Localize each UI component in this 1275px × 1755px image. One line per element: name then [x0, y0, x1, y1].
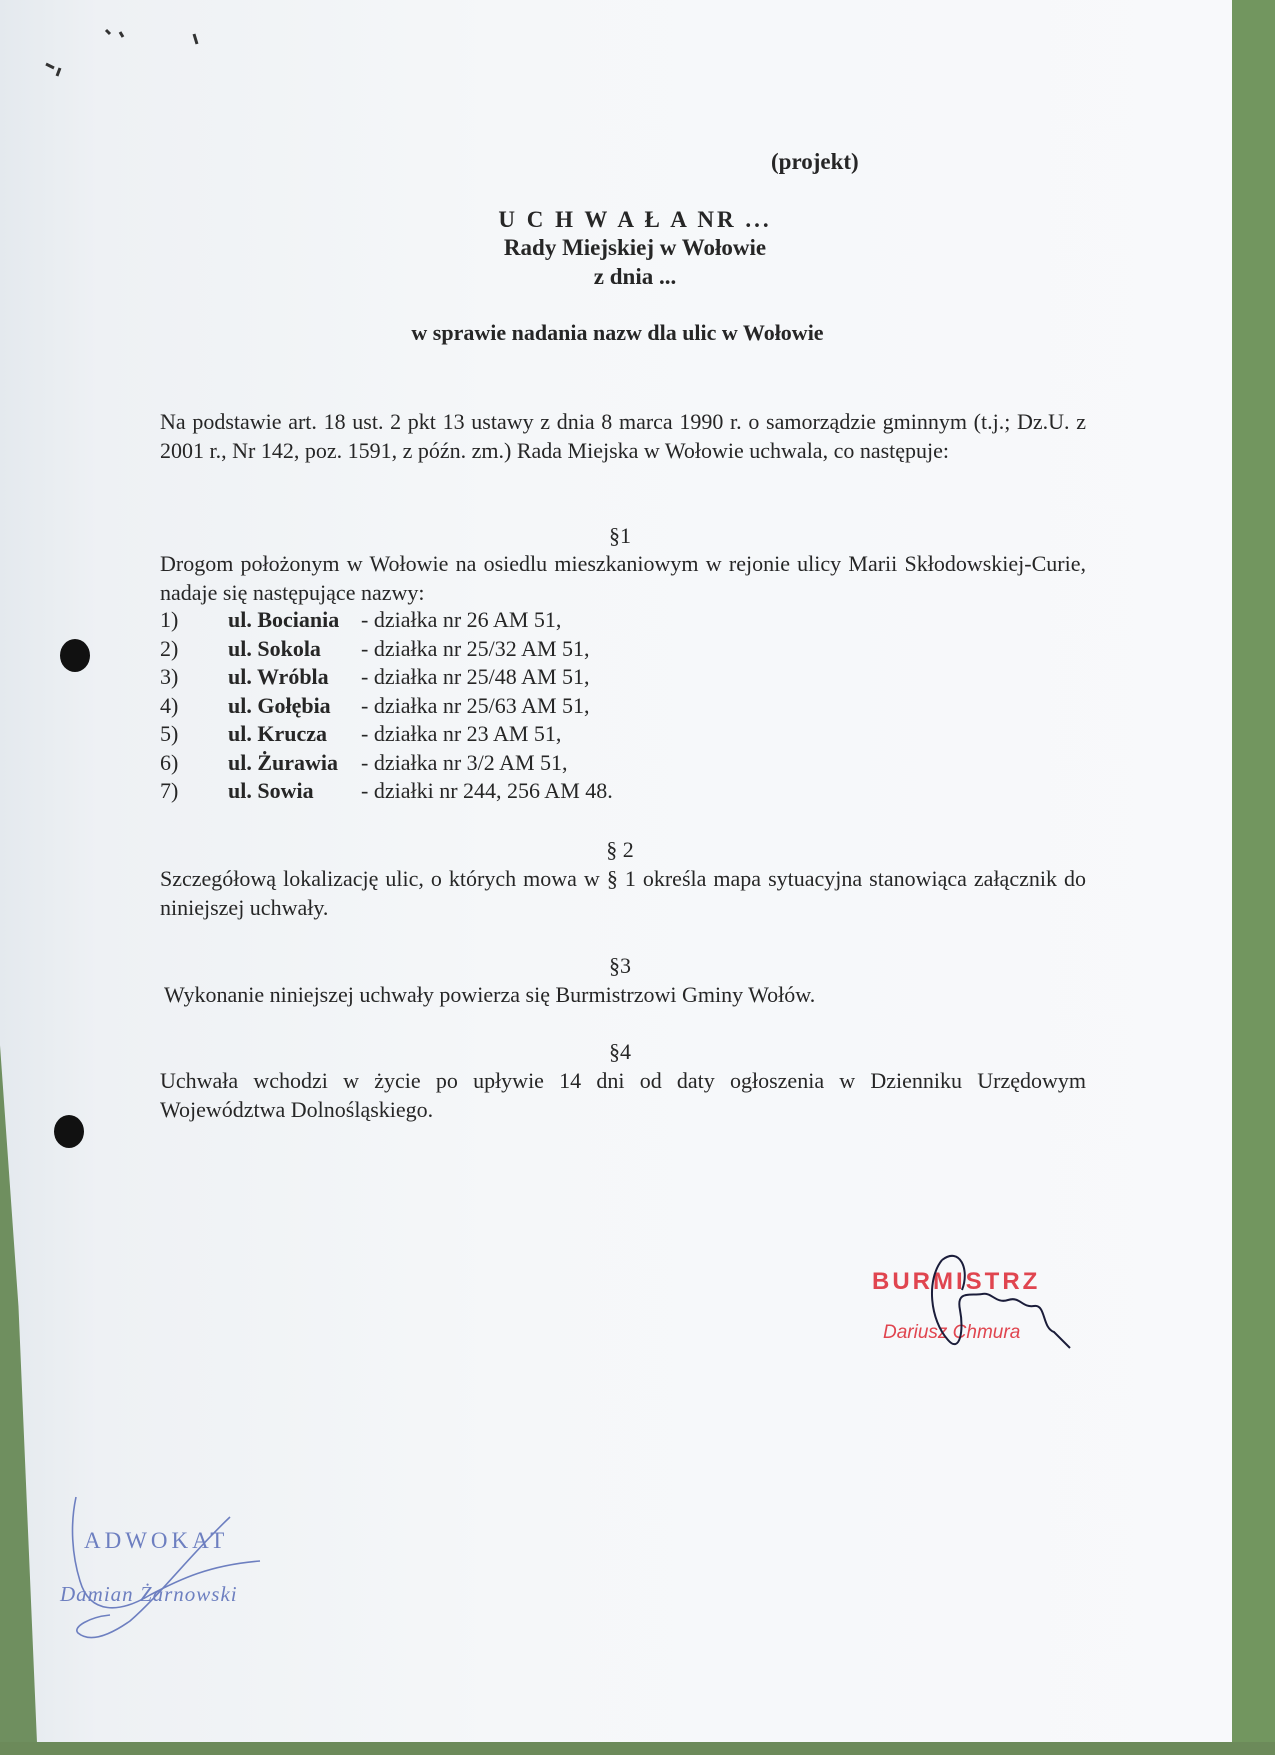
item-number: 6): [160, 749, 179, 775]
item-number: 7): [160, 778, 179, 803]
mayor-stamp-title: BURMISTRZ: [872, 1268, 1041, 1295]
item-number: 5): [160, 721, 179, 746]
item-number: 1): [160, 607, 179, 632]
item-number: 2): [160, 635, 179, 661]
section-mark-3: §3: [609, 953, 631, 978]
parcel-info: - działka nr 26 AM 51,: [361, 607, 562, 632]
list-item: [160, 777, 613, 806]
resolution-subject: w sprawie nadania nazw dla ulic w Wołowie: [411, 320, 824, 345]
street-name: ul. Sokola: [228, 635, 321, 661]
parcel-info: - działka nr 23 AM 51,: [361, 721, 562, 746]
section-text-3: Wykonanie niniejszej uchwały powierza się Burmistrzowi Gminy Wołów.: [164, 982, 816, 1007]
parcel-info: - działka nr 25/48 AM 51,: [361, 664, 590, 689]
lawyer-signature: [70, 1495, 270, 1645]
street-name: ul. Bociania: [228, 607, 340, 632]
item-number: 4): [160, 692, 179, 718]
item-number: 3): [160, 664, 179, 689]
section-mark-2: § 2: [606, 837, 634, 862]
list-item: [160, 749, 613, 778]
resolution-title: U C H W A Ł A NR ...: [498, 207, 772, 232]
street-name: ul. Sowia: [228, 778, 314, 803]
street-name: ul. Krucza: [228, 721, 327, 746]
preamble: Na podstawie art. 18 ust. 2 pkt 13 ustawy z dnia 8 marca 1990 r. o samorządzie gminnym (t.j.; Dz.U. z 2001 r., Nr 142, poz. 1591, z późn. zm.) Rada Miejska w Wołowie uchwala, co następuje:: [160, 409, 1086, 463]
scan-marks: [36, 20, 216, 90]
project-label: (projekt): [771, 149, 859, 174]
section-text-2: Szczegółową lokalizację ulic, o których mowa w § 1 określa mapa sytuacyjna stanowiąca załącznik do niniejszej uchwały.: [160, 866, 1086, 920]
scan-margin-bottom: [0, 1742, 1275, 1755]
list-item: [160, 663, 613, 692]
street-list: [160, 606, 613, 806]
mayor-stamp-name: Dariusz Chmura: [883, 1322, 1021, 1343]
street-name: ul. Żurawia: [228, 749, 339, 775]
mayor-signature: [930, 1250, 1080, 1360]
parcel-info: - działka nr 25/32 AM 51,: [361, 635, 590, 661]
parcel-info: - działki nr 244, 256 AM 48.: [361, 778, 613, 803]
section-text-4: Uchwała wchodzi w życie po upływie 14 dni od daty ogłoszenia w Dzienniku Urzędowym Województwa Dolnośląskiego.: [160, 1068, 1086, 1122]
list-item: [160, 606, 613, 635]
section-mark-4: §4: [609, 1039, 631, 1064]
lawyer-stamp-name: Damian Żarnowski: [60, 1582, 238, 1606]
parcel-info: - działka nr 25/63 AM 51,: [361, 692, 590, 718]
list-item: [160, 692, 613, 721]
list-item: [160, 720, 613, 749]
council-name: Rady Miejskiej w Wołowie: [503, 235, 767, 260]
lawyer-stamp-title: ADWOKAT: [84, 1528, 229, 1553]
punch-hole: [60, 639, 90, 672]
scan-margin-right: [1232, 0, 1275, 1755]
section-text-1: Drogom położonym w Wołowie na osiedlu mieszkaniowym w rejonie ulicy Marii Skłodowskiej-Curie, nadaje się następujące nazwy:: [160, 551, 1086, 605]
section-mark-1: §1: [609, 523, 631, 548]
list-item: [160, 635, 613, 664]
punch-hole: [54, 1115, 84, 1148]
street-name: ul. Gołębia: [228, 692, 331, 718]
street-name: ul. Wróbla: [228, 664, 329, 689]
parcel-info: - działka nr 3/2 AM 51,: [361, 749, 568, 775]
resolution-date: z dnia ...: [593, 264, 677, 289]
